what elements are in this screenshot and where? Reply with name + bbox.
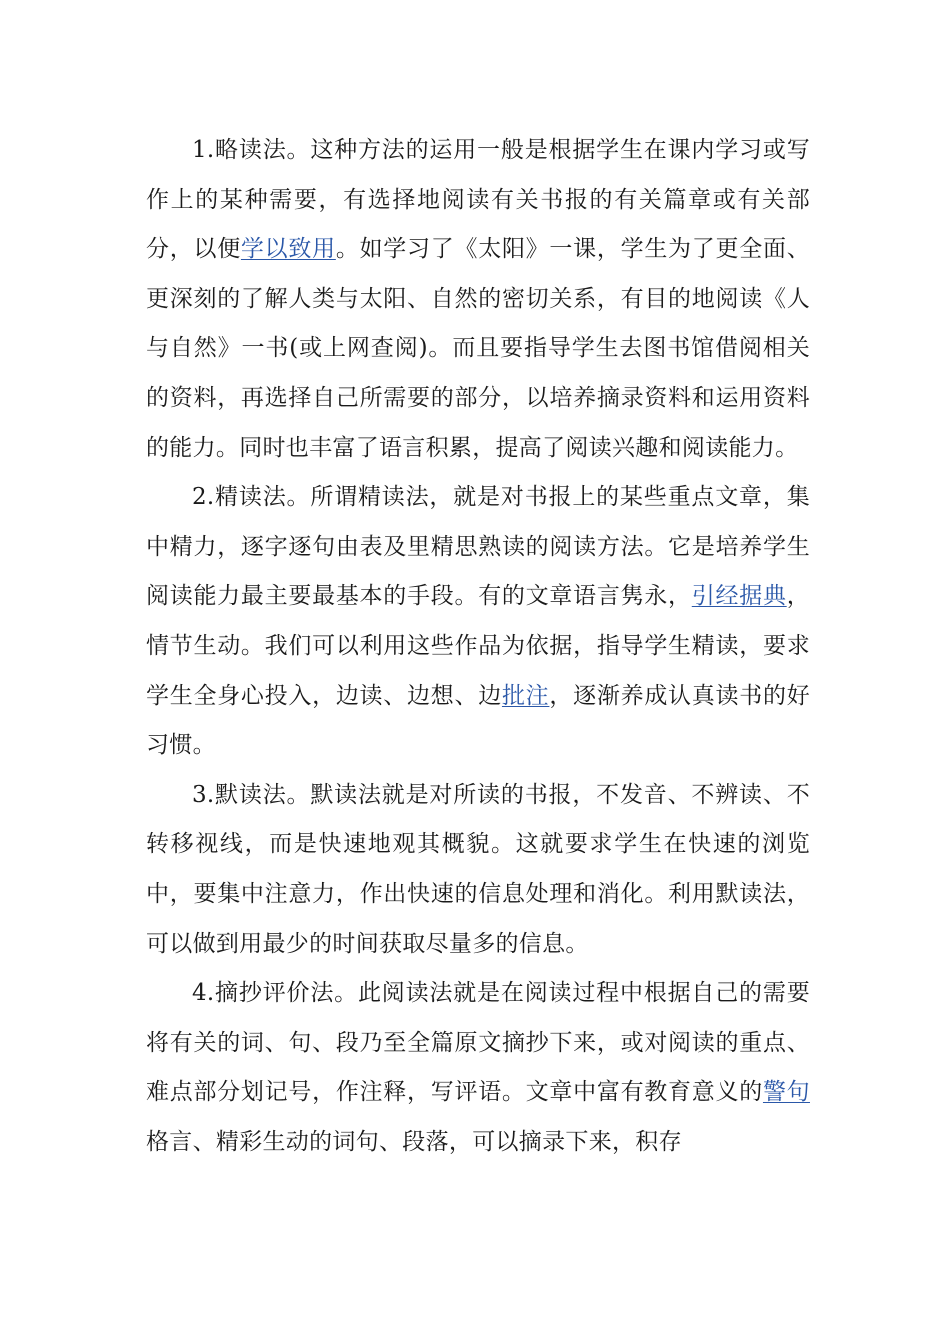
- paragraph-text: ，情节生动。我们可以利用这些作品为依据，指导学生精读，要求学生全身心投入，边读、边想、边: [146, 583, 810, 709]
- paragraph-text: 1.略读法。这种方法的运用一般是根据学生在课内学习或写作上的某种需要，有选择地阅读有关书报的有关篇章或有关部分，以便: [146, 137, 810, 263]
- paragraph-2: [146, 473, 810, 771]
- paragraph-3: [146, 771, 810, 969]
- inline-link[interactable]: 警句: [762, 1079, 810, 1106]
- inline-link[interactable]: 学以致用: [240, 236, 336, 263]
- inline-link[interactable]: 批注: [501, 682, 550, 709]
- paragraph-text: 格言、精彩生动的词句、段落，可以摘录下来，积存: [146, 1128, 682, 1155]
- paragraph-1: [146, 126, 810, 473]
- paragraph-text: 。如学习了《太阳》一课，学生为了更全面、更深刻的了解人类与太阳、自然的密切关系，有目的地阅读《人与自然》一书(或上网查阅)。而且要指导学生去图书馆借阅相关的资料，再选择自己所需要的部分，以培养摘录资料和运用资料的能力。同时也丰富了语言积累，提高了阅读兴趣和阅读能力。: [146, 236, 811, 461]
- paragraph-text: 4.摘抄评价法。此阅读法就是在阅读过程中根据自己的需要将有关的词、句、段乃至全篇原文摘抄下来，或对阅读的重点、难点部分划记号，作注释，写评语。文章中富有教育意义的: [146, 980, 810, 1106]
- paragraph-text: 3.默读法。默读法就是对所读的书报，不发音、不辨读、不转移视线，而是快速地观其概貌。这就要求学生在快速的浏览中，要集中注意力，作出快速的信息处理和消化。利用默读法，可以做到用最少的时间获取尽量多的信息。: [146, 781, 810, 957]
- paragraph-text: ，逐渐养成认真读书的好习惯。: [146, 682, 810, 759]
- paragraph-4: [146, 969, 810, 1167]
- paragraph-text: 2.精读法。所谓精读法，就是对书报上的某些重点文章，集中精力，逐字逐句由表及里精思熟读的阅读方法。它是培养学生阅读能力最主要最基本的手段。有的文章语言隽永，: [146, 484, 810, 610]
- document-body: [146, 126, 810, 1167]
- inline-link[interactable]: 引经据典: [691, 583, 787, 610]
